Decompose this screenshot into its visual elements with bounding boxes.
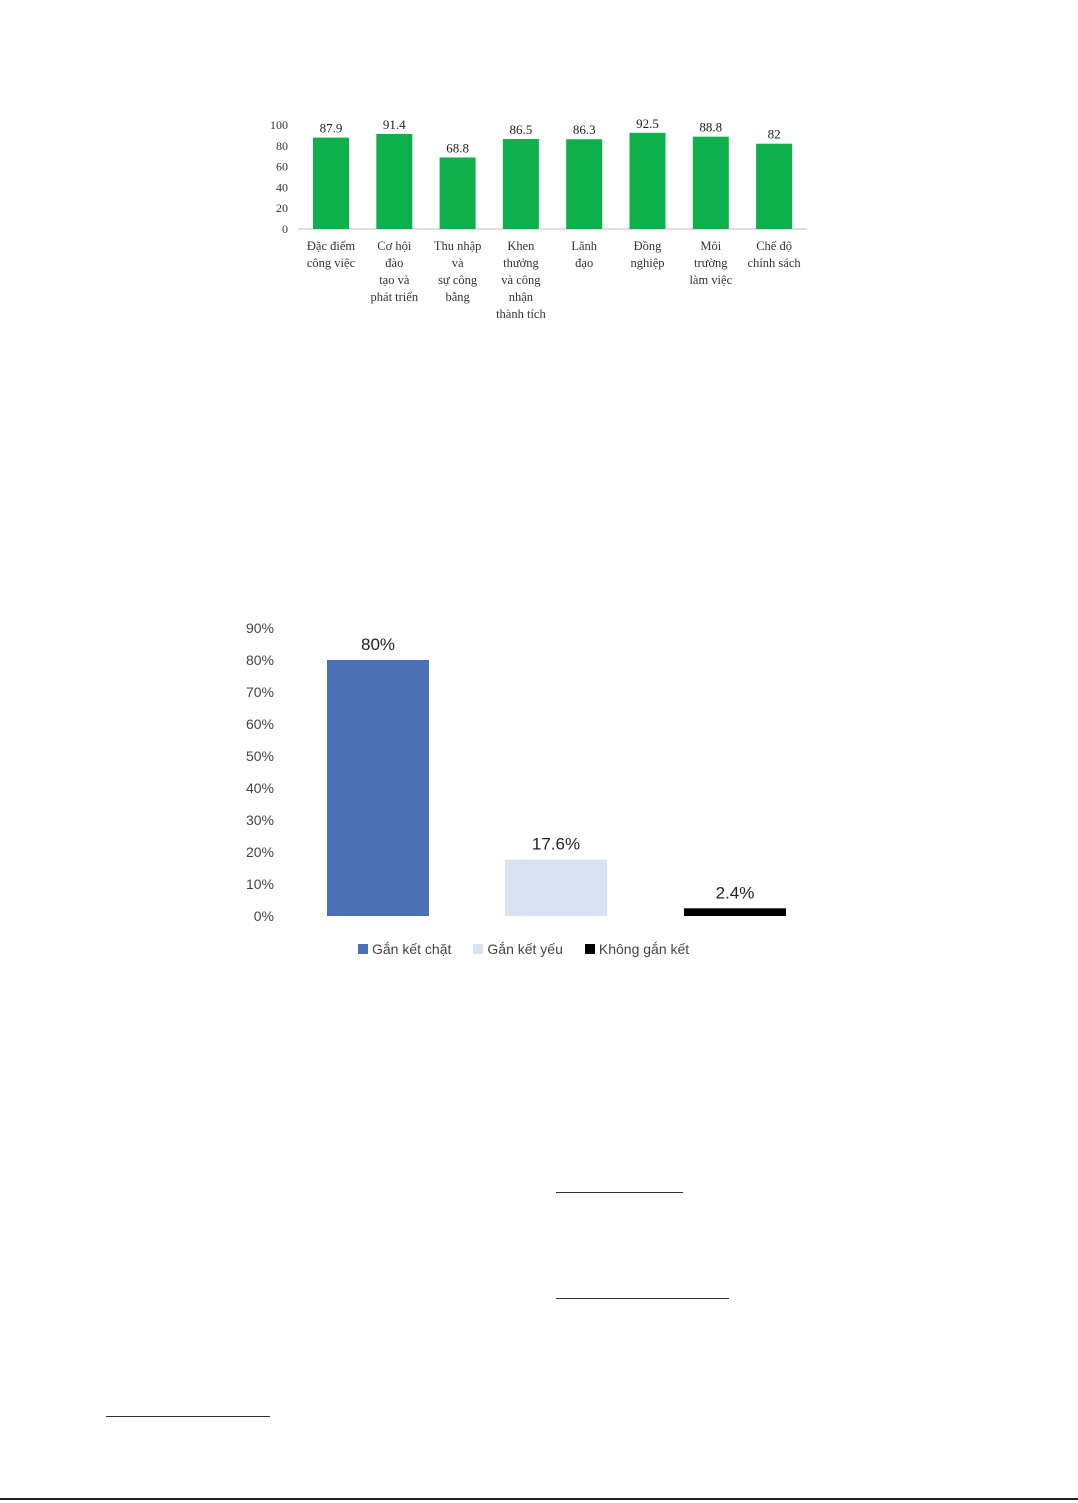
y-tick-label: 30% [245,812,274,828]
underline-rule [556,1298,729,1299]
y-tick-label: 10% [245,876,274,892]
y-tick-label: 50% [245,748,274,764]
y-tick-label: 100 [270,118,288,132]
legend-swatch-none [585,944,595,954]
data-label: 82 [767,126,781,142]
category-label: Khen thưởng và công nhận thành tích [496,239,546,321]
legend-label-strong: Gắn kết chặt [372,941,452,957]
data-label: 88.8 [699,119,723,135]
y-tick-label: 0% [253,908,274,924]
legend-item-weak [473,941,563,957]
category-label: Cơ hội đào tạo và phát triển [370,239,419,304]
legend-label-none: Không gắn kết [598,941,690,957]
category-label: Đồng nghiệp [630,239,665,270]
legend-swatch-strong [358,944,368,954]
category-label: Chế độ chính sách [747,239,801,270]
bar [327,660,429,916]
data-label: 86.5 [509,122,533,138]
legend-item-strong [358,941,451,957]
legend-label-weak: Gắn kết yếu [487,941,563,957]
legend-item-none [585,941,689,957]
bar [684,908,786,916]
data-label: 2.4% [715,883,755,903]
category-label: Đặc điểm công việc [306,239,356,270]
y-tick-label: 40 [276,180,288,195]
legend-swatch-weak [473,944,483,954]
category-label: Lãnh đạo [571,239,598,270]
y-tick-label: 60 [276,159,288,174]
data-label: 91.4 [382,116,406,132]
category-label: Môi trường làm việc [689,239,733,287]
data-label: 68.8 [446,140,469,156]
y-tick-label: 90% [245,620,274,636]
data-label: 86.3 [572,122,596,138]
bar [505,860,607,916]
y-tick-label: 40% [245,780,274,796]
engagement-level-legend [358,941,689,957]
y-tick-label: 80% [245,652,274,668]
data-label: 17.6% [531,834,581,854]
y-tick-label: 20 [276,201,288,216]
y-tick-label: 80 [276,138,288,153]
y-tick-label: 70% [245,684,274,700]
page-bottom-border [0,1498,1078,1500]
data-label: 87.9 [319,120,343,136]
y-tick-label: 20% [245,844,274,860]
data-label: 92.5 [636,115,659,131]
footnote-separator [106,1416,270,1417]
underline-rule [556,1192,683,1193]
y-tick-label: 60% [245,716,274,732]
data-label: 80% [360,635,396,654]
category-label: Thu nhập và sự công bằng [433,239,482,304]
y-tick-label: 0 [282,222,288,236]
